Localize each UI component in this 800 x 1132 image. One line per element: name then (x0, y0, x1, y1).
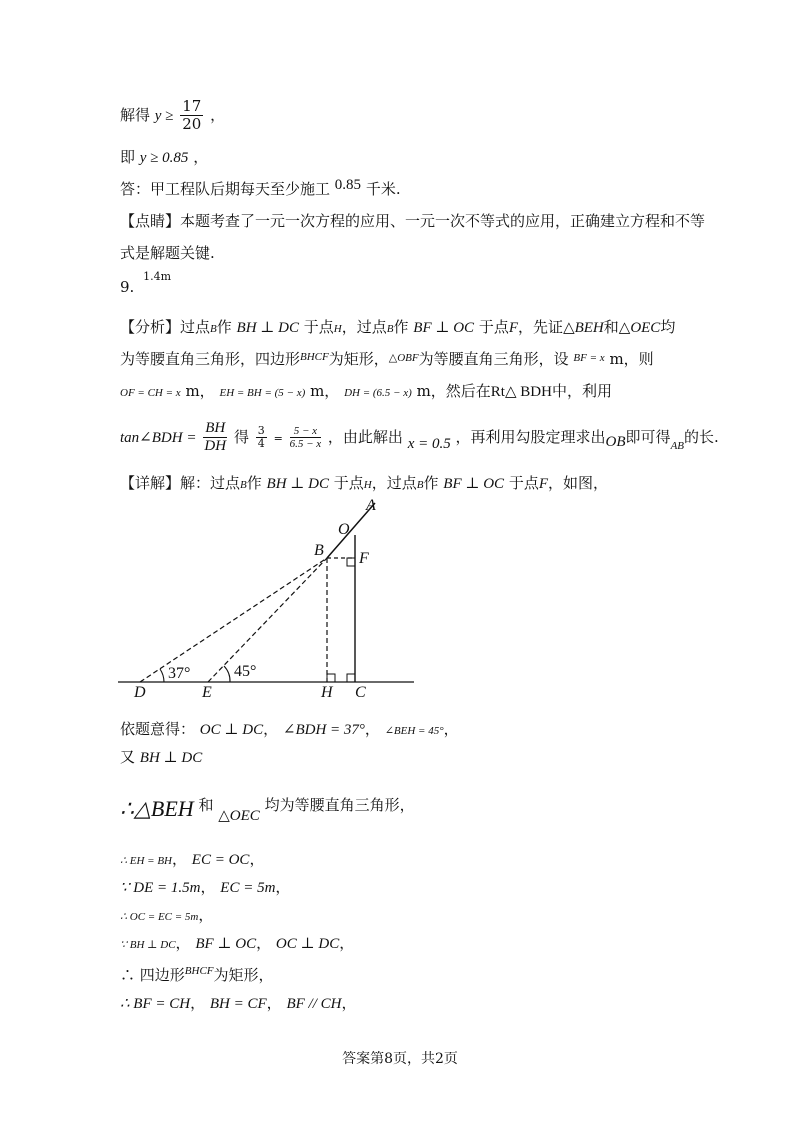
math-point: H (333, 323, 342, 335)
math-expr: Rt△ BDH (490, 384, 552, 400)
text: ∴ 四边形 (120, 966, 185, 984)
math-point: F (538, 476, 549, 492)
text: ，如图， (548, 474, 609, 492)
math-expr: △OBF (388, 352, 419, 364)
math-expr: EH = BH = (5 − x) (219, 387, 306, 399)
math-expr: ∴△BEH (120, 796, 194, 821)
text: 于点 (303, 318, 334, 336)
math-expr: BH ⊥ DC (139, 750, 203, 766)
math-expr: △OEC (218, 808, 260, 824)
math-expr: EC = 5m (220, 880, 276, 896)
math-expr: OB (605, 433, 626, 450)
math-expr: ∠BEH = 45° (384, 725, 444, 737)
text: ， (200, 878, 216, 896)
math-expr: BF // CH (286, 996, 342, 1012)
solution-line-8 (120, 966, 274, 984)
answer-line (120, 177, 401, 199)
text: 均为等腰直角三角形， (264, 796, 415, 814)
text: ， (198, 906, 214, 924)
text: 均 (660, 318, 676, 336)
comment-line-2 (120, 244, 215, 262)
solution-line-y-bound (120, 98, 225, 134)
text: ，过点 (371, 474, 417, 492)
angle-label-37: 37° (168, 665, 191, 682)
math-point: B (210, 323, 217, 335)
text-ie: 即 (120, 148, 136, 166)
right-angle-mark-f (347, 558, 355, 566)
comment-text: 式是解题关键. (120, 244, 215, 262)
solution-line-3 (120, 796, 415, 822)
fraction-denominator: 4 (257, 437, 265, 451)
label-a: A (366, 497, 376, 514)
text: ， (266, 994, 282, 1012)
text: 为矩形， (328, 350, 389, 368)
solution-line-4 (120, 850, 264, 869)
text: ，过点 (341, 318, 387, 336)
text: 为矩形， (213, 966, 274, 984)
answer-unit: 千米. (365, 180, 401, 198)
text: 作 (246, 474, 262, 492)
label-d: D (134, 684, 146, 700)
angle-arc-e (224, 666, 230, 682)
solution-line-y-decimal (120, 148, 208, 167)
label-f: F (359, 550, 369, 567)
math-expr: BHCF (184, 965, 214, 977)
label-h: H (321, 684, 333, 700)
text: ， (175, 934, 191, 952)
text: ， (263, 720, 279, 738)
text: m，则 (609, 350, 654, 368)
math-point: H (363, 479, 372, 491)
math-point: B (416, 479, 424, 491)
angle-label-45: 45° (234, 663, 257, 680)
math-expr: DH = (6.5 − x) (344, 387, 412, 399)
math-expr: x = 0.5 (407, 435, 451, 452)
math-expr: OF = CH = x (120, 387, 181, 399)
solution-line-1 (120, 720, 459, 739)
math-tan: tan∠BDH = (120, 429, 197, 446)
label-b: B (314, 542, 324, 559)
detail-label: 【详解】解：过点 (120, 474, 241, 492)
fraction-denominator: 20 (182, 115, 202, 134)
text: m，然后在 (416, 382, 491, 400)
question-9-header (120, 270, 172, 296)
solution-line-9 (120, 994, 356, 1013)
text: m， (310, 382, 340, 400)
page-footer: 答案第8页，共2页 (342, 1051, 458, 1067)
text: ， (275, 878, 291, 896)
text: 即可得 (625, 427, 671, 446)
label-c: C (355, 684, 366, 700)
equals-sign: = (273, 431, 283, 445)
text: ，由此解出 (327, 427, 403, 446)
fraction-denominator: 6.5 − x (289, 438, 322, 451)
analysis-line-2 (120, 350, 654, 368)
analysis-line-4 (120, 420, 719, 456)
math-expr: △OEC (618, 320, 661, 336)
comment-text: 【点睛】本题考查了一元一次方程的应用、一元一次不等式的应用，正确建立方程和不等 (120, 212, 706, 230)
fraction-denominator: DH (204, 438, 227, 455)
math-expr: ∵ DE = 1.5m (120, 880, 201, 896)
fraction-numerator: 5 − x (290, 425, 322, 439)
answer-text: 答：甲工程队后期每天至少施工 (120, 180, 331, 198)
math-point: B (240, 479, 247, 491)
math-y-085: y ≥ 0.85 (139, 150, 189, 166)
math-expr: EC = OC (191, 852, 250, 868)
punctuation: ， (193, 148, 209, 166)
question-number: 9. (120, 278, 135, 296)
math-y-geq: y ≥ (154, 107, 174, 124)
angle-arc-d (160, 669, 164, 682)
math-expr: ∴ EH = BH (120, 855, 172, 867)
answer-value: 0.85 (334, 177, 362, 193)
question-answer: 1.4m (143, 270, 172, 283)
solution-line-5 (120, 878, 290, 897)
text: ， (190, 994, 206, 1012)
text: ， (341, 994, 357, 1012)
math-expr: AB (670, 439, 685, 452)
text: 和 (198, 796, 214, 814)
fraction-numerator: BH (203, 420, 227, 438)
math-expr: BH = CF (209, 996, 267, 1012)
math-expr: BF ⊥ OC (413, 320, 475, 336)
fraction-17-20 (180, 98, 203, 134)
analysis-line-3 (120, 382, 612, 401)
text: ， (364, 720, 380, 738)
math-expr: ∠BDH = 37° (282, 722, 365, 738)
math-expr: BF ⊥ OC (443, 476, 505, 492)
fraction-numerator: 17 (182, 97, 202, 115)
text: 中，利用 (551, 382, 612, 400)
text: 作 (216, 318, 232, 336)
solution-line-7 (120, 934, 354, 953)
label-e: E (202, 684, 212, 700)
text: 作 (423, 474, 439, 492)
dashed-line-be (208, 558, 327, 682)
text: 于点 (508, 474, 539, 492)
text: m， (185, 382, 215, 400)
text: ， (443, 720, 459, 738)
fraction-3-4 (256, 425, 267, 451)
geometry-figure (118, 495, 418, 700)
math-point: F (508, 320, 519, 336)
math-expr: OC ⊥ DC (199, 722, 264, 738)
math-expr: ∵ BH ⊥ DC (120, 939, 176, 951)
math-point: B (386, 323, 394, 335)
text: ， (172, 850, 188, 868)
math-expr: ∴ OC = EC = 5m (120, 911, 199, 923)
fraction-bh-dh (203, 420, 227, 456)
label-o: O (338, 521, 350, 538)
fraction-numerator: 3 (257, 423, 265, 437)
text: 和 (603, 318, 619, 336)
right-angle-mark-h (327, 674, 335, 682)
math-expr: ∴ BF = CH (120, 996, 191, 1012)
fraction-5x-65x (290, 425, 322, 451)
text: ， (339, 934, 355, 952)
comment-line-1 (120, 212, 705, 230)
text: 依题意得： (120, 720, 196, 738)
text: ， (256, 934, 272, 952)
solution-line-6 (120, 906, 213, 924)
text: ，先证 (518, 318, 564, 336)
text: 作 (393, 318, 409, 336)
text: ， (249, 850, 265, 868)
math-expr: BF = x (573, 352, 605, 364)
punctuation: ， (210, 105, 226, 124)
text: 为等腰直角三角形，四边形 (120, 350, 301, 368)
analysis-label: 【分析】过点 (120, 318, 211, 336)
text: 得 (234, 427, 250, 446)
text: 的长. (684, 427, 719, 446)
right-angle-mark-c (347, 674, 355, 682)
text: ，再利用勾股定理求出 (455, 427, 606, 446)
analysis-line-1 (120, 318, 675, 337)
math-expr: OC ⊥ DC (275, 936, 340, 952)
text: 又 (120, 748, 136, 766)
text-solve: 解得 (120, 105, 151, 124)
math-expr: BF ⊥ OC (195, 936, 257, 952)
text: 于点 (478, 318, 509, 336)
text: 于点 (333, 474, 364, 492)
math-expr: BHCF (300, 351, 329, 363)
math-expr: BH ⊥ DC (266, 476, 329, 492)
text: 为等腰直角三角形，设 (418, 350, 569, 368)
detail-line-1 (120, 474, 608, 493)
math-expr: △BEH (563, 320, 604, 336)
solution-line-2 (120, 748, 202, 767)
math-expr: BH ⊥ DC (236, 320, 299, 336)
